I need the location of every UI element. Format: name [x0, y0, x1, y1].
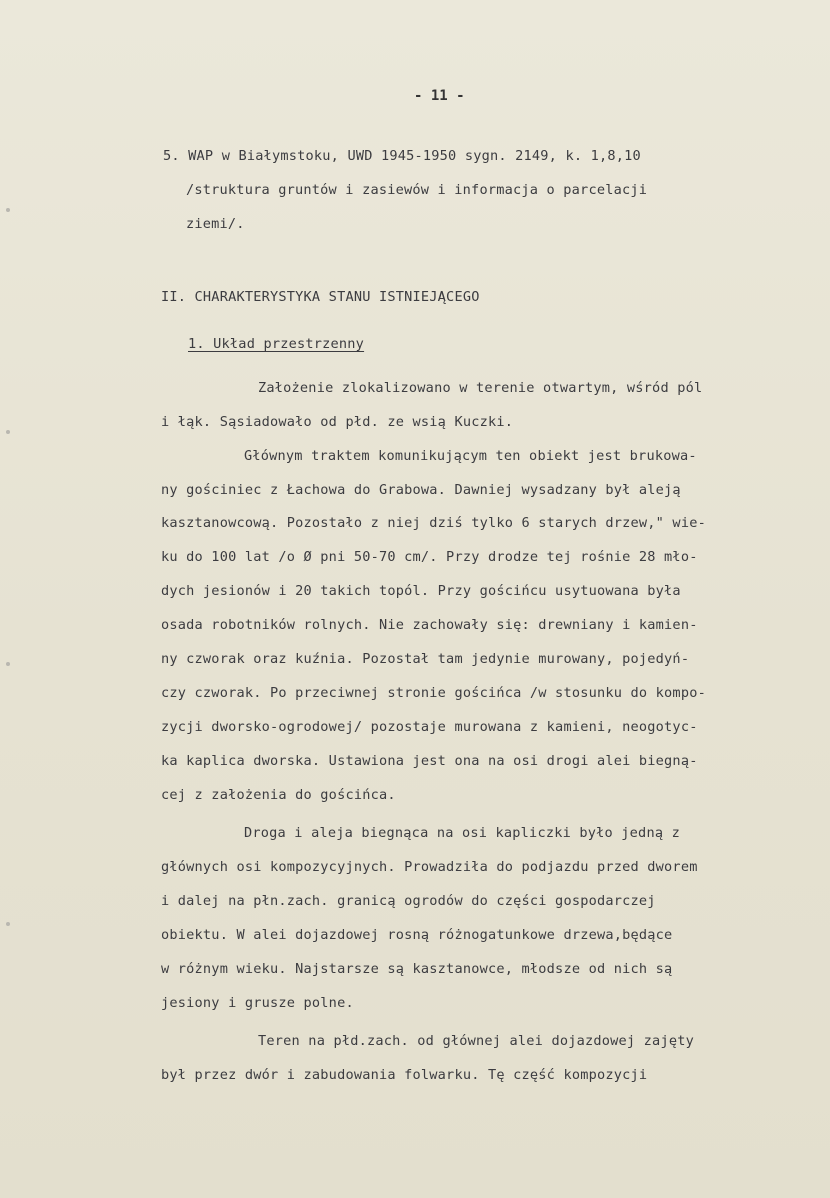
margin-mark — [6, 430, 10, 434]
paragraph-line: Założenie zlokalizowano w terenie otwartym, wśród pól — [258, 380, 703, 396]
paragraph-line: jesiony i grusze polne. — [161, 995, 354, 1011]
paragraph-line: obiektu. W alei dojazdowej rosną różnogatunkowe drzewa,będące — [161, 927, 673, 943]
footnote-line: /struktura gruntów i zasiewów i informacja o parcelacji — [186, 182, 648, 198]
margin-mark — [6, 662, 10, 666]
paragraph-line: był przez dwór i zabudowania folwarku. Tę część kompozycji — [161, 1067, 648, 1083]
paragraph-line: osada robotników rolnych. Nie zachowały się: drewniany i kamien- — [161, 617, 698, 633]
paragraph-line: i łąk. Sąsiadowało od płd. ze wsią Kuczki. — [161, 414, 514, 430]
margin-mark — [6, 208, 10, 212]
paragraph-line: głównych osi kompozycyjnych. Prowadziła do podjazdu przed dworem — [161, 859, 698, 875]
footnote-line: 5. WAP w Białymstoku, UWD 1945-1950 sygn. 2149, k. 1,8,10 — [163, 148, 641, 164]
paragraph-line: cej z założenia do gościńca. — [161, 787, 396, 803]
section-heading: II. CHARAKTERYSTYKA STANU ISTNIEJĄCEGO — [161, 289, 480, 305]
paragraph-line: Głównym traktem komunikującym ten obiekt jest brukowa- — [244, 448, 697, 464]
paragraph-line: Teren na płd.zach. od głównej alei dojazdowej zajęty — [258, 1033, 694, 1049]
paragraph-line: ku do 100 lat /o Ø pni 50-70 cm/. Przy drodze tej rośnie 28 mło- — [161, 549, 698, 565]
paragraph-line: ka kaplica dworska. Ustawiona jest ona na osi drogi alei biegną- — [161, 753, 698, 769]
page-number: - 11 - — [414, 88, 465, 104]
subsection-heading: 1. Układ przestrzenny — [188, 336, 365, 352]
margin-mark — [6, 922, 10, 926]
paragraph-line: kasztanowcową. Pozostało z niej dziś tylko 6 starych drzew," wie- — [161, 515, 706, 531]
paragraph-line: ny czworak oraz kuźnia. Pozostał tam jedynie murowany, pojedyń- — [161, 651, 690, 667]
footnote-line: ziemi/. — [186, 216, 245, 232]
paragraph-line: czy czworak. Po przeciwnej stronie gościńca /w stosunku do kompo- — [161, 685, 706, 701]
paragraph-line: dych jesionów i 20 takich topól. Przy gościńcu usytuowana była — [161, 583, 681, 599]
paragraph-line: w różnym wieku. Najstarsze są kasztanowce, młodsze od nich są — [161, 961, 673, 977]
paragraph-line: Droga i aleja biegnąca na osi kapliczki było jedną z — [244, 825, 680, 841]
paragraph-line: zycji dworsko-ogrodowej/ pozostaje murowana z kamieni, neogotyc- — [161, 719, 698, 735]
paragraph-line: i dalej na płn.zach. granicą ogrodów do części gospodarczej — [161, 893, 656, 909]
paragraph-line: ny gościniec z Łachowa do Grabowa. Dawniej wysadzany był aleją — [161, 482, 681, 498]
